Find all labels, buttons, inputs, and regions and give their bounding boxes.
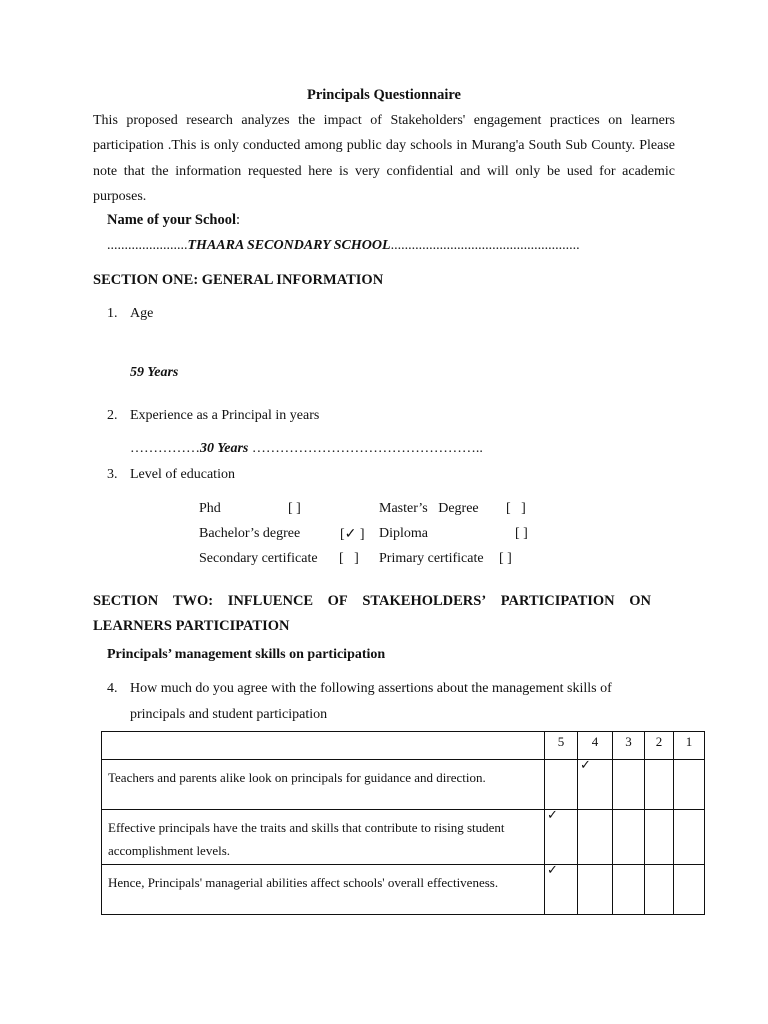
heading-word: ON [629,593,651,609]
statement-cell: Teachers and parents alike look on principals for guidance and direction. [102,760,545,810]
rating-cell-4[interactable] [578,865,613,915]
rating-cell-1[interactable] [674,810,705,865]
school-name-label [107,212,240,229]
heading-word: TWO: [172,593,214,609]
option-secondary-checkbox[interactable]: [ ] [339,551,359,566]
q2-dots-after: ………………………………………….. [251,441,483,456]
section-two-heading-line1 [93,589,651,614]
column-header: 1 [674,732,705,760]
heading-word: OF [327,593,348,609]
check-icon: ✓ [547,808,558,823]
school-name-field [107,238,580,254]
check-icon: ✓ [547,863,558,878]
statement-cell: Effective principals have the traits and skills that contribute to rising student accomplishment levels. [102,810,545,865]
option-phd-checkbox[interactable]: [ ] [288,501,301,516]
rating-cell-4[interactable] [578,810,613,865]
option-diploma-checkbox[interactable]: [ ] [515,526,528,541]
option-masters-checkbox[interactable]: [ ] [506,501,526,516]
column-header: 4 [578,732,613,760]
column-header: 3 [613,732,645,760]
statement-cell: Hence, Principals' managerial abilities affect schools' overall effectiveness. [102,865,545,915]
section-two-heading [93,589,651,639]
rating-cell-5[interactable] [545,865,578,915]
rating-table [101,731,705,915]
option-masters-label: Master’s Degree [379,501,479,516]
option-primary-label: Primary certificate [379,551,484,566]
q3-label: Level of education [130,467,235,482]
table-header-row [102,732,705,760]
intro-text: This proposed research analyzes the impact of Stakeholders' engagement practices on learners participation .This is only conducted among public day schools in Murang'a South Sub County. Please note that the information requested here is very confidential and will only be used for academic purposes. [93,113,675,204]
school-label-text: Name of your School [107,212,237,228]
option-diploma-label: Diploma [379,526,428,541]
heading-word: PARTICIPATION [500,593,615,609]
heading-word: STAKEHOLDERS’ [362,593,487,609]
rating-cell-3[interactable] [613,760,645,810]
q1-label: Age [130,306,154,321]
table-row [102,810,705,865]
table-row [102,865,705,915]
intro-paragraph [93,108,675,209]
heading-word: INFLUENCE [227,593,314,609]
check-icon: ✓ [580,758,591,773]
table-row [102,760,705,810]
option-bachelors-label: Bachelor’s degree [199,526,301,541]
rating-table-body [102,760,705,915]
q1-number: 1. [107,306,118,321]
section-two-heading-line2: LEARNERS PARTICIPATION [93,618,290,634]
column-header: 2 [645,732,674,760]
q2-dots-before: …………… [130,441,200,456]
option-bachelors-checkbox[interactable]: [✓ ] [340,527,365,542]
school-name-value: THAARA SECONDARY SCHOOL [187,238,391,253]
school-dots-after: ...................................................... [390,238,580,253]
rating-cell-4[interactable] [578,760,613,810]
section-one-heading: SECTION ONE: GENERAL INFORMATION [93,272,384,288]
option-phd-label: Phd [199,501,221,516]
q4-line2: principals and student participation [130,707,328,722]
rating-cell-2[interactable] [645,810,674,865]
q4-number: 4. [107,681,118,696]
q4-line1: How much do you agree with the following assertions about the management skills of [130,681,612,696]
rating-cell-2[interactable] [645,760,674,810]
option-secondary-label: Secondary certificate [199,551,318,566]
rating-cell-3[interactable] [613,810,645,865]
section-two-subheading: Principals’ management skills on participation [107,647,386,662]
q2-label: Experience as a Principal in years [130,408,320,423]
q2-answer: 30 Years [200,441,249,456]
rating-cell-2[interactable] [645,865,674,915]
rating-cell-1[interactable] [674,760,705,810]
page-title: Principals Questionnaire [306,87,461,103]
heading-word: SECTION [93,593,159,609]
column-header: 5 [545,732,578,760]
statement-header [102,732,545,760]
school-label-colon: : [236,212,241,228]
q1-answer: 59 Years [130,365,179,380]
rating-cell-3[interactable] [613,865,645,915]
rating-cell-5[interactable] [545,810,578,865]
option-primary-checkbox[interactable]: [ ] [499,551,512,566]
rating-cell-5[interactable] [545,760,578,810]
q2-answer-field [130,441,483,457]
school-dots-before: ....................... [107,238,188,253]
q2-number: 2. [107,408,118,423]
rating-cell-1[interactable] [674,865,705,915]
q3-number: 3. [107,467,118,482]
